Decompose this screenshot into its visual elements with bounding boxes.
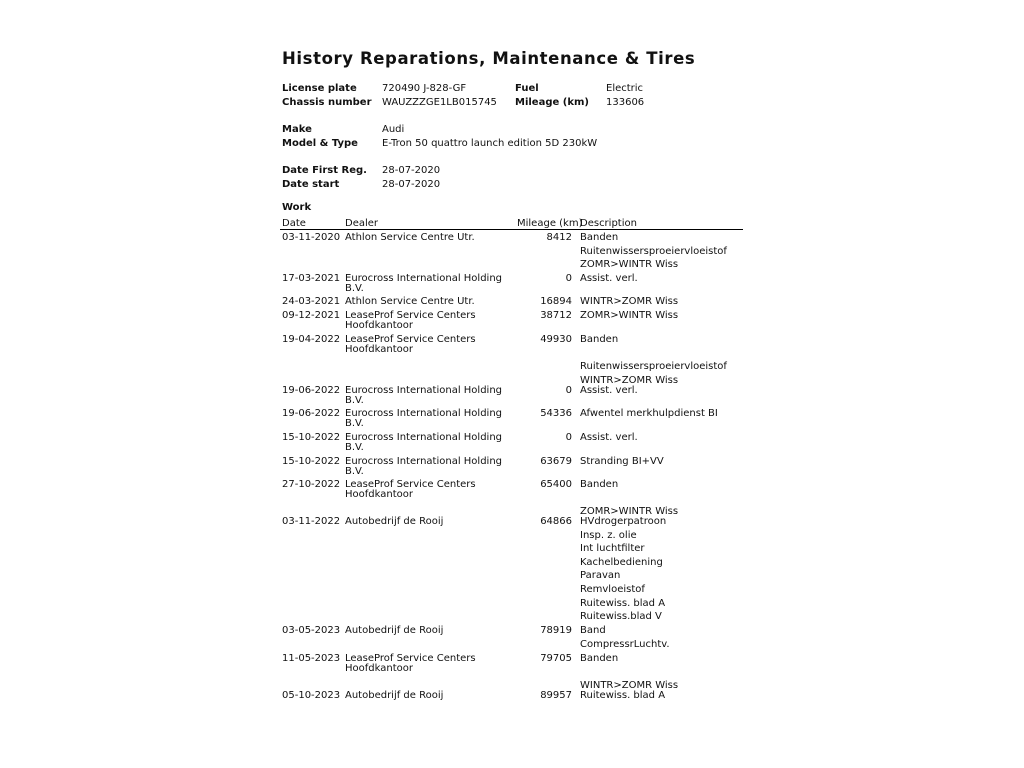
row-mileage: 0 [565, 432, 572, 443]
row-description-line: Stranding BI+VV [580, 456, 664, 467]
row-dealer [345, 457, 502, 477]
row-mileage: 65400 [540, 479, 572, 490]
row-dealer-line: B.V. [345, 418, 364, 429]
row-description [580, 295, 678, 309]
make-value: Audi [382, 124, 405, 135]
row-dealer-line: Autobedrijf de Rooij [345, 625, 444, 636]
row-description-line: Ruitewiss.blad V [580, 611, 662, 623]
row-dealer-line: LeaseProf Service Centers [345, 310, 476, 321]
row-date: 24-03-2021 [282, 296, 341, 307]
row-description [580, 333, 727, 387]
row-description-line: Insp. z. olie [580, 529, 637, 541]
row-description-line [580, 492, 678, 506]
row-description [580, 384, 638, 398]
row-dealer-line: B.V. [345, 466, 364, 477]
row-description-line: ZOMR>WINTR Wiss [580, 506, 679, 518]
row-description [580, 478, 678, 519]
row-dealer-line: B.V. [345, 442, 364, 453]
date-first-reg-label: Date First Reg. [282, 165, 367, 176]
row-dealer-line: Hoofdkantoor [345, 344, 413, 355]
row-mileage: 0 [565, 273, 572, 284]
row-description-line: Band [580, 625, 606, 636]
row-dealer-line: Athlon Service Centre Utr. [345, 232, 475, 243]
row-description-line: WINTR>ZOMR Wiss [580, 296, 679, 307]
row-date: 09-12-2021 [282, 310, 341, 321]
row-dealer-line: Hoofdkantoor [345, 489, 413, 500]
row-date: 05-10-2023 [282, 690, 341, 701]
row-description-line: ZOMR>WINTR Wiss [580, 310, 679, 321]
model-type-value: E-Tron 50 quattro launch edition 5D 230kW [382, 138, 598, 149]
row-date: 03-11-2020 [282, 232, 341, 243]
row-description-line: Ruitenwissersproeiervloeistof [580, 361, 727, 373]
row-description-line: Int luchtfilter [580, 543, 645, 555]
row-dealer-line: Eurocross International Holding [345, 408, 503, 419]
row-description [580, 407, 718, 421]
row-dealer [345, 626, 443, 636]
row-date: 19-06-2022 [282, 385, 341, 396]
row-description [580, 515, 666, 624]
row-dealer [345, 274, 502, 294]
row-description-line: Banden [580, 653, 619, 664]
row-dealer-line: Hoofdkantoor [345, 663, 413, 674]
row-description-line: CompressrLuchtv. [580, 638, 670, 650]
date-start-label: Date start [282, 179, 340, 190]
row-description-line: Afwentel merkhulpdienst BI [580, 408, 718, 419]
row-description [580, 689, 665, 703]
row-description [580, 624, 670, 651]
row-description-line [580, 666, 678, 680]
row-dealer-line: Hoofdkantoor [345, 320, 413, 331]
row-mileage: 0 [565, 385, 572, 396]
row-dealer [345, 433, 502, 453]
row-mileage: 64866 [540, 516, 572, 527]
row-date: 27-10-2022 [282, 479, 341, 490]
row-dealer [345, 386, 502, 406]
row-mileage: 63679 [540, 456, 572, 467]
row-description-line: ZOMR>WINTR Wiss [580, 259, 679, 271]
row-description-line: WINTR>ZOMR Wiss [580, 374, 679, 386]
row-mileage: 54336 [540, 408, 572, 419]
row-dealer-line: B.V. [345, 283, 364, 294]
row-description-line: Banden [580, 232, 619, 243]
row-date: 03-05-2023 [282, 625, 341, 636]
row-dealer-line: Autobedrijf de Rooij [345, 690, 444, 701]
row-description-line: Banden [580, 479, 619, 490]
chassis-number-value: WAUZZZGE1LB015745 [382, 97, 497, 108]
row-description-line: Assist. verl. [580, 432, 638, 443]
row-dealer-line: B.V. [345, 395, 364, 406]
row-date: 17-03-2021 [282, 273, 341, 284]
make-label: Make [282, 124, 312, 135]
row-dealer-line: LeaseProf Service Centers [345, 479, 476, 490]
row-dealer [345, 480, 476, 500]
fuel-label: Fuel [515, 83, 539, 94]
column-header-mileage: Mileage (km) [517, 218, 583, 229]
row-description-line: Assist. verl. [580, 273, 638, 284]
row-mileage: 78919 [540, 625, 572, 636]
row-description-line: WINTR>ZOMR Wiss [580, 680, 679, 692]
row-dealer-line: Eurocross International Holding [345, 385, 503, 396]
mileage-label: Mileage (km) [515, 97, 589, 108]
row-mileage: 8412 [546, 232, 572, 243]
row-dealer [345, 691, 443, 701]
row-description-line: Kachelbediening [580, 556, 663, 568]
row-date: 19-04-2022 [282, 334, 341, 345]
row-dealer-line: Eurocross International Holding [345, 273, 503, 284]
row-description-line: Paravan [580, 570, 621, 582]
row-mileage: 89957 [540, 690, 572, 701]
row-dealer [345, 335, 476, 355]
row-mileage: 16894 [540, 296, 572, 307]
row-description [580, 231, 727, 272]
row-dealer [345, 517, 443, 527]
row-dealer [345, 297, 475, 307]
row-dealer-line: Autobedrijf de Rooij [345, 516, 444, 527]
row-description-line [580, 347, 727, 361]
row-date: 15-10-2022 [282, 432, 341, 443]
fuel-value: Electric [606, 83, 644, 94]
page-title: History Reparations, Maintenance & Tires [282, 49, 696, 68]
row-dealer-line: LeaseProf Service Centers [345, 334, 476, 345]
row-dealer [345, 233, 475, 243]
row-mileage: 49930 [540, 334, 572, 345]
row-date: 15-10-2022 [282, 456, 341, 467]
row-dealer-line: LeaseProf Service Centers [345, 653, 476, 664]
row-description-line: Remvloeistof [580, 583, 645, 595]
column-header-date: Date [282, 218, 306, 229]
row-description-line: Ruitenwissersproeiervloeistof [580, 245, 727, 257]
row-date: 11-05-2023 [282, 653, 341, 664]
row-description [580, 652, 678, 693]
model-type-label: Model & Type [282, 138, 358, 149]
license-plate-value: 720490 J-828-GF [382, 83, 467, 94]
row-dealer-line: Eurocross International Holding [345, 432, 503, 443]
row-dealer [345, 654, 476, 674]
chassis-number-label: Chassis number [282, 97, 372, 108]
row-date: 03-11-2022 [282, 516, 341, 527]
row-description-line: Ruitewiss. blad A [580, 690, 666, 701]
row-date: 19-06-2022 [282, 408, 341, 419]
row-dealer [345, 409, 502, 429]
header-divider [280, 229, 743, 230]
row-description-line: Banden [580, 334, 619, 345]
mileage-value: 133606 [606, 97, 645, 108]
row-description-line: Ruitewiss. blad A [580, 597, 666, 609]
date-start-value: 28-07-2020 [382, 179, 441, 190]
row-description [580, 455, 664, 469]
row-mileage: 79705 [540, 653, 572, 664]
work-section-label: Work [282, 202, 312, 213]
row-description [580, 272, 638, 286]
row-description [580, 431, 638, 445]
column-header-description: Description [580, 218, 637, 229]
row-description-line: Assist. verl. [580, 385, 638, 396]
row-mileage: 38712 [540, 310, 572, 321]
column-header-dealer: Dealer [345, 218, 379, 229]
row-dealer [345, 311, 476, 331]
date-first-reg-value: 28-07-2020 [382, 165, 441, 176]
license-plate-label: License plate [282, 83, 357, 94]
row-description-line: HVdrogerpatroon [580, 516, 667, 527]
row-dealer-line: Athlon Service Centre Utr. [345, 296, 475, 307]
row-dealer-line: Eurocross International Holding [345, 456, 503, 467]
row-description [580, 309, 678, 323]
